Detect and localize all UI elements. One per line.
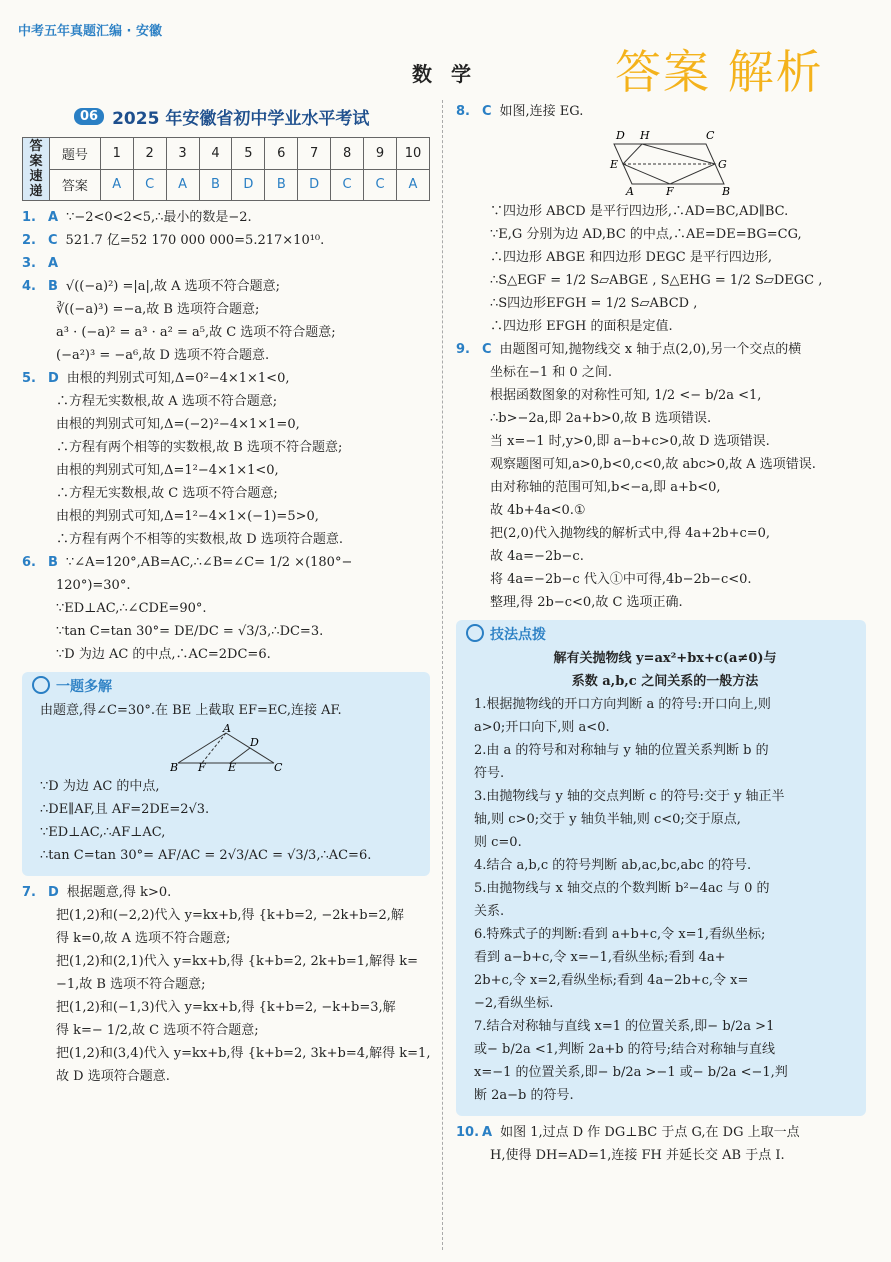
q-number: 8	[331, 138, 364, 170]
question-answer: A	[48, 210, 59, 225]
solution-text: 整理,得 2b−c<0,故 C 选项正确.	[490, 595, 683, 610]
solution-text: ∴四边形 ABGE 和四边形 DEGC 是平行四边形,	[490, 250, 772, 265]
parallelogram-figure	[606, 124, 736, 196]
question-answer: B	[48, 279, 58, 294]
tip-line: 3.由抛物线与 y 轴的交点判断 c 的符号:交于 y 轴正半	[474, 789, 785, 804]
tip-line: 则 c=0.	[474, 835, 522, 850]
solution-text: 故 D 选项符合题意.	[56, 1069, 170, 1084]
tip-line: 看到 a−b+c,令 x=−1,看纵坐标;看到 4a+	[474, 950, 726, 965]
q-answer: A	[396, 169, 429, 201]
q-number: 7	[298, 138, 331, 170]
left-column	[22, 100, 430, 1089]
multi-solution-heading	[32, 676, 420, 696]
solution-text: 得 k=0,故 A 选项不符合题意;	[56, 931, 231, 946]
solution-text: a³ · (−a)² = a³ · a² = a⁵,故 C 选项不符合题意;	[56, 325, 336, 340]
fig-label: A	[626, 185, 634, 196]
q-answer: B	[265, 169, 298, 201]
tip-line: 符号.	[474, 766, 505, 781]
solution-line	[22, 368, 430, 390]
tip-line: 1.根据抛物线的开口方向判断 a 的符号:开口向上,则	[474, 697, 771, 712]
q-answer: D	[232, 169, 265, 201]
q-answer: B	[199, 169, 232, 201]
solution-line	[456, 546, 866, 568]
quick-answer-label-text: 答案速递	[29, 139, 43, 199]
q-answer: D	[298, 169, 331, 201]
quick-answer-table	[22, 137, 430, 201]
lightbulb-icon	[466, 624, 484, 642]
solution-text: ∴四边形 EFGH 的面积是定值.	[490, 319, 673, 334]
question-number: 3.	[22, 256, 36, 271]
solution-line	[22, 997, 430, 1019]
solution-line	[456, 1122, 866, 1144]
fig-label: C	[706, 129, 715, 142]
solution-text: ∴方程无实数根,故 A 选项不符合题意;	[56, 394, 278, 409]
solution-line	[22, 621, 430, 643]
box-line: ∵ED⊥AC,∴AF⊥AC,	[40, 825, 166, 840]
tip-list	[474, 694, 856, 1107]
solution-list-4	[456, 1122, 866, 1167]
solution-line	[22, 1043, 430, 1065]
question-answer: C	[48, 233, 58, 248]
triangle-figure	[170, 723, 290, 771]
solution-line	[22, 345, 430, 367]
solution-text: 得 k=− 1/2,故 C 选项不符合题意;	[56, 1023, 259, 1038]
tip-title: 技法点拨	[490, 627, 546, 643]
tip-line: 断 2a−b 的符号.	[474, 1088, 574, 1103]
fig-label: E	[610, 158, 619, 171]
exam-number-badge: 06	[74, 108, 104, 125]
tip-heading-line: 系数 a,b,c 之间关系的一般方法	[571, 674, 759, 689]
question-number: 1.	[22, 210, 36, 225]
fig-label: B	[170, 761, 179, 771]
solution-line	[456, 224, 866, 246]
solution-list-1	[22, 207, 430, 666]
circle-icon	[32, 676, 50, 694]
exam-title-text: 2025 年安徽省初中学业水平考试	[112, 109, 370, 129]
fig-label: C	[274, 761, 283, 771]
question-number: 10.	[456, 1125, 480, 1140]
solution-line	[22, 460, 430, 482]
solution-line	[456, 477, 866, 499]
solution-line	[456, 293, 866, 315]
number-header: 题号	[49, 138, 100, 170]
fig-label: H	[640, 129, 650, 142]
solution-text: 由对称轴的范围可知,b<−a,即 a+b<0,	[490, 480, 721, 495]
solution-text: ∛((−a)³) =−a,故 B 选项符合题意;	[56, 302, 260, 317]
solution-line	[456, 408, 866, 430]
q-answer: C	[133, 169, 166, 201]
fig-label: G	[718, 158, 727, 171]
solution-line	[22, 905, 430, 927]
solution-text: 由根的判别式可知,Δ=1²−4×1×1<0,	[56, 463, 279, 478]
question-answer: B	[48, 555, 58, 570]
solution-line	[22, 276, 430, 298]
tip-line: 5.由抛物线与 x 轴交点的个数判断 b²−4ac 与 0 的	[474, 881, 770, 896]
solution-text: ∴方程有两个相等的实数根,故 B 选项不符合题意;	[56, 440, 343, 455]
solution-text: ∴方程有两个不相等的实数根,故 D 选项符合题意.	[56, 532, 343, 547]
tip-line: 2.由 a 的符号和对称轴与 y 轴的位置关系判断 b 的	[474, 743, 769, 758]
question-answer: A	[48, 256, 59, 271]
solution-text: 根据题意,得 k>0.	[66, 885, 172, 900]
solution-text: H,使得 DH=AD=1,连接 FH 并延长交 AB 于点 I.	[490, 1148, 785, 1163]
tip-line: a>0;开口向下,则 a<0.	[474, 720, 610, 735]
solution-line	[456, 339, 866, 361]
solution-line	[22, 207, 430, 229]
solution-text: ∵∠A=120°,AB=AC,∴∠B=∠C= 1/2 ×(180°−	[65, 555, 353, 570]
fig-label: F	[666, 185, 674, 196]
question-number: 8.	[456, 104, 470, 119]
tip-line: x=−1 的位置关系,即− b/2a >−1 或− b/2a <−1,判	[474, 1065, 788, 1080]
solution-text: ∵四边形 ABCD 是平行四边形,∴AD=BC,AD∥BC.	[490, 204, 789, 219]
q-answer: C	[331, 169, 364, 201]
tip-line: 4.结合 a,b,c 的符号判断 ab,ac,bc,abc 的符号.	[474, 858, 752, 873]
series-title: 中考五年真题汇编 · 安徽	[18, 24, 162, 39]
fig-label: D	[250, 736, 259, 749]
solution-text: 把(1,2)和(−2,2)代入 y=kx+b,得 {k+b=2, −2k+b=2,解	[56, 908, 404, 923]
question-answer: D	[48, 371, 59, 386]
tip-line: 或− b/2a <1,判断 2a+b 的符号;结合对称轴与直线	[474, 1042, 776, 1057]
question-number: 6.	[22, 555, 36, 570]
solution-line	[456, 1145, 866, 1167]
q-number: 1	[100, 138, 133, 170]
solution-line	[22, 506, 430, 528]
solution-line	[22, 598, 430, 620]
solution-text: 把(1,2)和(3,4)代入 y=kx+b,得 {k+b=2, 3k+b=4,解得 k=1,	[56, 1046, 431, 1061]
solution-text: 把(1,2)和(2,1)代入 y=kx+b,得 {k+b=2, 2k+b=1,解得 k=	[56, 954, 419, 969]
solution-text: 由题图可知,抛物线交 x 轴于点(2,0),另一个交点的横	[499, 342, 802, 357]
solution-text: 由根的判别式可知,Δ=(−2)²−4×1×1=0,	[56, 417, 300, 432]
solution-line	[456, 385, 866, 407]
solution-text: 当 x=−1 时,y>0,即 a−b+c>0,故 D 选项错误.	[490, 434, 770, 449]
box-line: ∴tan C=tan 30°= AF/AC = 2√3/AC = √3/3,∴AC=6.	[40, 848, 372, 863]
q-answer: A	[166, 169, 199, 201]
fig-label: F	[198, 761, 206, 771]
solution-text: 根据函数图象的对称性可知, 1/2 <− b/2a <1,	[490, 388, 762, 403]
solution-line	[22, 1066, 430, 1088]
fig-label: D	[616, 129, 625, 142]
fig-label: B	[722, 185, 731, 196]
multi-solution-title: 一题多解	[56, 679, 112, 695]
quick-answer-label	[23, 138, 50, 201]
solution-text: 120°)=30°.	[56, 578, 131, 593]
solution-text: 观察题图可知,a>0,b<0,c<0,故 abc>0,故 A 选项错误.	[490, 457, 816, 472]
q-number: 5	[232, 138, 265, 170]
solution-text: 故 4b+4a<0.①	[490, 503, 586, 518]
answer-header: 答案	[49, 169, 100, 201]
tip-box	[456, 620, 866, 1116]
solution-line	[22, 974, 430, 996]
solution-line	[22, 414, 430, 436]
solution-line	[456, 201, 866, 223]
question-answer: C	[482, 104, 492, 119]
solution-line	[22, 483, 430, 505]
q-number: 4	[199, 138, 232, 170]
solution-text: 521.7 亿=52 170 000 000=5.217×10¹⁰.	[65, 233, 325, 248]
question-answer: D	[48, 885, 59, 900]
solution-text: (−a²)³ = −a⁶,故 D 选项不符合题意.	[56, 348, 270, 363]
solution-line	[456, 523, 866, 545]
q-number: 10	[396, 138, 429, 170]
solution-text: 由根的判别式可知,Δ=0²−4×1×1<0,	[66, 371, 290, 386]
solution-text: 如图,连接 EG.	[499, 104, 584, 119]
solution-line	[22, 437, 430, 459]
solution-text: −1,故 B 选项不符合题意;	[56, 977, 206, 992]
solution-text: 由根的判别式可知,Δ=1²−4×1×(−1)=5>0,	[56, 509, 319, 524]
question-number: 4.	[22, 279, 36, 294]
solution-line	[456, 592, 866, 614]
question-answer: A	[482, 1125, 493, 1140]
solution-text: ∴b>−2a,即 2a+b>0,故 B 选项错误.	[490, 411, 712, 426]
solution-line	[456, 431, 866, 453]
q-answer: A	[100, 169, 133, 201]
tip-line: 轴,则 c>0;交于 y 轴负半轴,则 c<0;交于原点,	[474, 812, 741, 827]
solution-line	[22, 575, 430, 597]
tip-line: −2,看纵坐标.	[474, 996, 554, 1011]
solution-text: ∵ED⊥AC,∴∠CDE=90°.	[56, 601, 207, 616]
solution-text: 把(1,2)和(−1,3)代入 y=kx+b,得 {k+b=2, −k+b=3,解	[56, 1000, 396, 1015]
exam-title	[74, 104, 430, 129]
fig-label: A	[223, 723, 231, 735]
solution-line	[22, 928, 430, 950]
question-number: 5.	[22, 371, 36, 386]
q8-first-line	[456, 101, 866, 123]
solution-text: ∵E,G 分别为边 AD,BC 的中点,∴AE=DE=BG=CG,	[490, 227, 802, 242]
q-number: 2	[133, 138, 166, 170]
solution-text: ∴S△EGF = 1/2 S▱ABGE , S△EHG = 1/2 S▱DEGC ,	[490, 273, 823, 288]
tip-heading-line: 解有关抛物线 y=ax²+bx+c(a≠0)与	[553, 651, 777, 666]
solution-line	[22, 1020, 430, 1042]
solution-text: 如图 1,过点 D 作 DG⊥BC 于点 G,在 DG 上取一点	[500, 1125, 800, 1140]
solution-line	[22, 253, 430, 275]
subject-title: 数 学	[412, 62, 477, 86]
box-line: 由题意,得∠C=30°.在 BE 上截取 EF=EC,连接 AF.	[40, 703, 342, 718]
solution-line	[22, 299, 430, 321]
solution-line	[22, 230, 430, 252]
tip-heading	[466, 624, 856, 644]
q-number: 6	[265, 138, 298, 170]
solution-text: 把(2,0)代入抛物线的解析式中,得 4a+2b+c=0,	[490, 526, 771, 541]
solution-line	[22, 529, 430, 551]
box-line: ∴DE∥AF,且 AF=2DE=2√3.	[40, 802, 210, 817]
solution-text: 坐标在−1 和 0 之间.	[490, 365, 612, 380]
solution-line	[456, 454, 866, 476]
question-number: 9.	[456, 342, 470, 357]
q-answer: C	[364, 169, 397, 201]
box-line: ∵D 为边 AC 的中点,	[40, 779, 160, 794]
solution-line	[456, 101, 866, 123]
solution-text: ∴S四边形EFGH = 1/2 S▱ABCD ,	[490, 296, 698, 311]
fig-label: E	[228, 761, 237, 771]
solution-text: ∵D 为边 AC 的中点,∴AC=2DC=6.	[56, 647, 271, 662]
solution-text: 故 4a=−2b−c.	[490, 549, 584, 564]
right-column	[456, 100, 866, 1168]
solution-line	[456, 270, 866, 292]
solution-line	[22, 882, 430, 904]
tip-line: 关系.	[474, 904, 505, 919]
solution-text: 将 4a=−2b−c 代入①中可得,4b−2b−c<0.	[490, 572, 752, 587]
solution-line	[22, 322, 430, 344]
solution-text: ∵−2<0<2<5,∴最小的数是−2.	[66, 210, 252, 225]
solution-line	[22, 644, 430, 666]
solution-line	[456, 569, 866, 591]
solution-line	[22, 391, 430, 413]
solution-line	[456, 362, 866, 384]
tip-line: 6.特殊式子的判断:看到 a+b+c,令 x=1,看纵坐标;	[474, 927, 766, 942]
solution-line	[456, 247, 866, 269]
tip-line: 7.结合对称轴与直线 x=1 的位置关系,即− b/2a >1	[474, 1019, 775, 1034]
tip-line: 2b+c,令 x=2,看纵坐标;看到 4a−2b+c,令 x=	[474, 973, 749, 988]
solution-text: ∵tan C=tan 30°= DE/DC = √3/3,∴DC=3.	[56, 624, 324, 639]
solution-line	[22, 552, 430, 574]
solution-list-3	[456, 201, 866, 614]
solution-line	[456, 316, 866, 338]
solution-line	[22, 951, 430, 973]
solution-text: ∴方程无实数根,故 C 选项不符合题意;	[56, 486, 278, 501]
q-number: 3	[166, 138, 199, 170]
question-number: 7.	[22, 885, 36, 900]
solution-line	[456, 500, 866, 522]
answer-analysis-title: 答案 解析	[615, 45, 824, 99]
solution-list-2	[22, 882, 430, 1088]
question-number: 2.	[22, 233, 36, 248]
column-divider	[442, 100, 443, 1250]
question-answer: C	[482, 342, 492, 357]
solution-text: √((−a)²) =|a|,故 A 选项不符合题意;	[65, 279, 281, 294]
multi-solution-box	[22, 672, 430, 876]
q-number: 9	[364, 138, 397, 170]
